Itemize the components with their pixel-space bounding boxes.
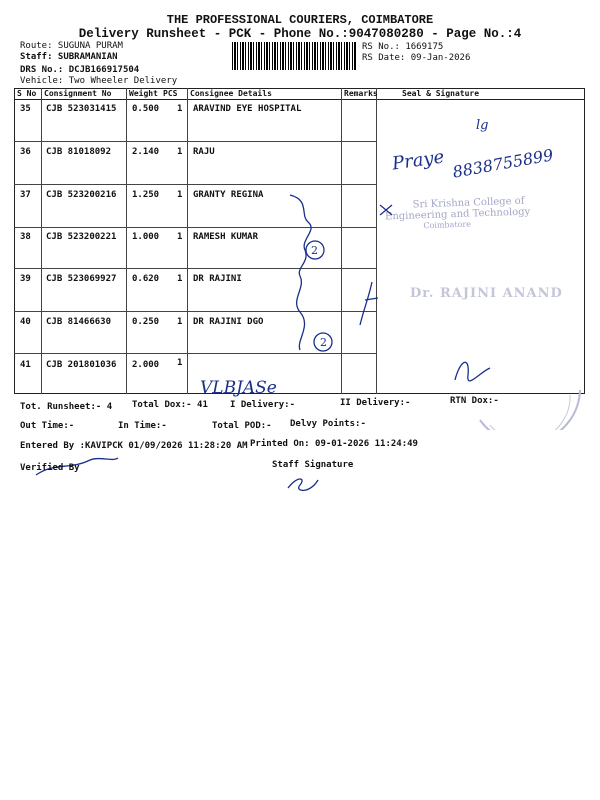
printed-on: Printed On: 09-01-2026 11:24:49 [250, 439, 418, 449]
vehicle-label: Vehicle: Two Wheeler Delivery [20, 76, 178, 86]
runsheet-subtitle: Delivery Runsheet - PCK - Phone No.:9047080280 - Page No.:4 [78, 27, 522, 41]
handwritten-phone: 8838755899 [451, 145, 555, 182]
college-stamp-line2: Engineering and Technology [384, 206, 531, 223]
round-stamp [470, 360, 585, 430]
col-header-consignment: Consignment No [44, 89, 112, 98]
ii-delivery: II Delivery:- [340, 398, 411, 408]
row-consignee: RAJU [193, 147, 215, 157]
route-label: Route: SUGUNA PURAM [20, 41, 123, 51]
circled-mark: 2 [311, 244, 318, 257]
col-header-remarks: Remarks [344, 89, 378, 98]
verified-by: Verified By [20, 463, 80, 473]
row-weight: 1.000 [132, 232, 160, 242]
row-sno: 39 [20, 274, 31, 284]
row-sno: 37 [20, 190, 31, 200]
in-time: In Time:- [118, 421, 167, 431]
barcode [232, 42, 357, 70]
college-stamp-line3: Coimbatore [423, 219, 472, 231]
row-divider [14, 227, 376, 228]
college-stamp-line1: Sri Krishna College of [412, 195, 525, 211]
row-divider [14, 311, 376, 312]
out-time: Out Time:- [20, 421, 75, 431]
drs-number: DRS No.: DCJB166917504 [20, 65, 140, 75]
row-weight: 2.000 [132, 360, 160, 370]
row-divider [14, 353, 376, 354]
row-pcs: 1 [177, 190, 183, 200]
handwritten-mark: lg [476, 118, 489, 133]
col-divider [376, 88, 377, 394]
row-sno: 41 [20, 360, 31, 370]
total-dox: Total Dox:- 41 [132, 400, 208, 410]
row-consignment: CJB 81018092 [46, 147, 112, 157]
row-consignee: RAMESH KUMAR [193, 232, 259, 242]
col-header-weight: Weight [129, 89, 158, 98]
header-divider [14, 99, 585, 100]
delvy-points: Delvy Points:- [290, 419, 366, 429]
handwritten-vlb: VLBJASe [200, 378, 277, 398]
row-weight: 0.620 [132, 274, 160, 284]
row-sno: 36 [20, 147, 31, 157]
row-sno: 35 [20, 104, 31, 114]
row-divider [14, 184, 376, 185]
row-consignee: DR RAJINI [193, 274, 242, 284]
row-pcs: 1 [177, 358, 183, 368]
row-consignee: DR RAJINI DGO [193, 317, 264, 327]
doctor-stamp: Dr. RAJINI ANAND [410, 286, 563, 301]
college-stamp [385, 195, 531, 231]
col-divider [341, 88, 342, 394]
row-pcs: 1 [177, 317, 183, 327]
staff-signature-label: Staff Signature [272, 460, 354, 470]
row-divider [14, 141, 376, 142]
row-divider [14, 268, 376, 269]
i-delivery: I Delivery:- [230, 400, 296, 410]
rtn-dox: RTN Dox:- [450, 396, 499, 406]
col-header-pcs: PCS [163, 89, 178, 98]
row-weight: 2.140 [132, 147, 160, 157]
handwritten-signature-raju: Praye [390, 146, 446, 175]
entered-by: Entered By :KAVIPCK 01/09/2026 11:28:20 AM [20, 441, 248, 451]
col-header-seal-signature: Seal & Signature [402, 89, 480, 98]
row-consignee: ARAVIND EYE HOSPITAL [193, 104, 302, 114]
total-pod: Total POD:- [212, 421, 272, 431]
row-weight: 0.500 [132, 104, 160, 114]
row-pcs: 1 [177, 232, 183, 242]
row-consignee: GRANTY REGINA [193, 190, 264, 200]
row-sno: 38 [20, 232, 31, 242]
rs-number: RS No.: 1669175 [362, 42, 444, 52]
row-consignment: CJB 523200216 [46, 190, 117, 200]
company-title: THE PROFESSIONAL COURIERS, COIMBATORE [166, 13, 434, 27]
col-divider [187, 88, 188, 394]
row-consignment: CJB 523200221 [46, 232, 117, 242]
circled-mark: 2 [320, 336, 327, 349]
row-consignment: CJB 81466630 [46, 317, 112, 327]
col-divider [41, 88, 42, 394]
row-pcs: 1 [177, 274, 183, 284]
row-consignment: CJB 201801036 [46, 360, 117, 370]
row-weight: 1.250 [132, 190, 160, 200]
col-header-sno: S No [17, 89, 37, 98]
row-pcs: 1 [177, 147, 183, 157]
staff-label: Staff: SUBRAMANIAN [20, 52, 118, 62]
rs-date: RS Date: 09-Jan-2026 [362, 53, 471, 63]
col-header-consignee: Consignee Details [190, 89, 272, 98]
row-sno: 40 [20, 317, 31, 327]
row-consignment: CJB 523069927 [46, 274, 117, 284]
total-runsheet: Tot. Runsheet:- 4 [20, 402, 113, 412]
row-weight: 0.250 [132, 317, 160, 327]
row-pcs: 1 [177, 104, 183, 114]
col-divider [126, 88, 127, 394]
row-consignment: CJB 523031415 [46, 104, 117, 114]
